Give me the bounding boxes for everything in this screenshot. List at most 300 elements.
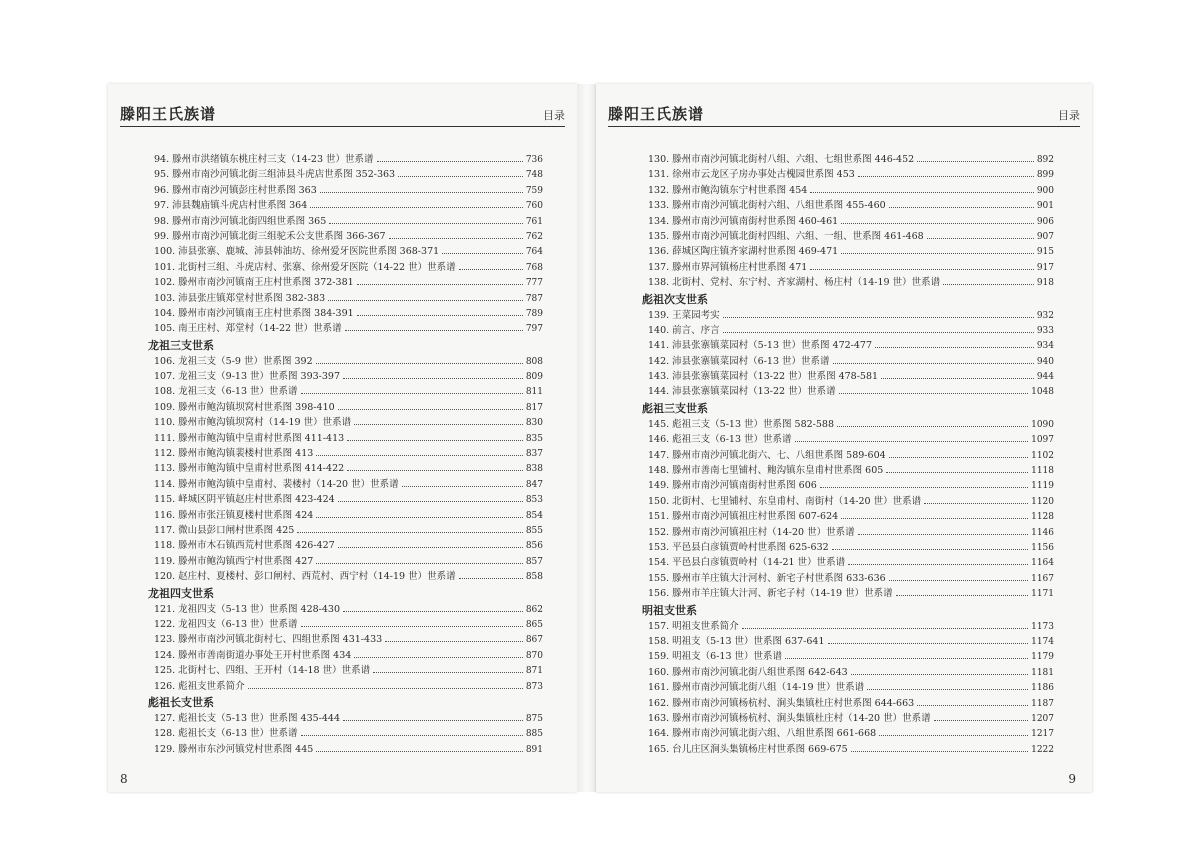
toc-entry[interactable] xyxy=(648,509,1054,524)
dot-leader xyxy=(316,751,523,752)
toc-entry[interactable] xyxy=(648,680,1054,695)
toc-entry-number: 139. xyxy=(648,309,670,321)
toc-entry-title: 赵庄村、夏楼村、彭口闸村、西荒村、西宁村（14-19 世）世系谱 xyxy=(178,571,456,583)
toc-entry[interactable] xyxy=(154,214,543,229)
toc-entry-number: 140. xyxy=(648,324,670,336)
toc-entry-number: 149. xyxy=(648,480,670,492)
section-label: 目录 xyxy=(1058,109,1080,122)
toc-entry-number: 117. xyxy=(154,524,176,536)
toc-entry-page: 899 xyxy=(1036,170,1054,181)
toc-entry-number: 138. xyxy=(648,277,670,289)
toc-entry-number: 94. xyxy=(154,154,170,165)
toc-entry-title: 滕州市南沙河镇北街六组、八组世系图 661-668 xyxy=(672,728,877,740)
toc-entry-page: 760 xyxy=(525,201,543,212)
section-label: 目录 xyxy=(543,109,565,122)
toc-entry[interactable] xyxy=(154,554,543,569)
toc-entry-page: 855 xyxy=(525,525,543,536)
toc-entry-page: 875 xyxy=(525,713,543,724)
toc-entry-title: 彪祖三支（6-13 世）世系谱 xyxy=(672,434,792,446)
toc-entry[interactable] xyxy=(154,663,543,678)
book-title: 滕阳王氏族谱 xyxy=(120,105,217,123)
toc-entry-title: 龙祖四支（5-13 世）世系图 428-430 xyxy=(178,603,341,615)
toc-entry-title: 滕州市南沙河镇北街村七、四组世系图 431-433 xyxy=(178,634,383,646)
toc-entry-title: 沛县魏庙镇斗虎店村世系图 364 xyxy=(172,200,308,212)
toc-entry-page: 1167 xyxy=(1031,573,1054,584)
dot-leader xyxy=(858,176,1034,177)
right-page xyxy=(596,84,1092,792)
dot-leader xyxy=(377,161,523,162)
toc-entry[interactable] xyxy=(648,649,1054,664)
toc-entry[interactable] xyxy=(648,494,1054,509)
toc-entry[interactable] xyxy=(648,711,1054,726)
toc-entry-number: 95. xyxy=(154,169,170,181)
toc-entry-page: 761 xyxy=(525,216,543,227)
toc-entry[interactable] xyxy=(154,617,543,632)
toc-entry[interactable] xyxy=(648,726,1054,741)
page-header xyxy=(120,102,565,127)
toc-entry-title: 峄城区阴平镇赵庄村世系图 423-424 xyxy=(178,494,335,506)
dot-leader xyxy=(833,363,1034,364)
dot-leader xyxy=(841,223,1034,224)
toc-entry-number: 163. xyxy=(648,712,670,724)
toc-entry-page: 789 xyxy=(525,308,543,319)
toc-entry[interactable] xyxy=(154,679,543,694)
toc-entry-number: 107. xyxy=(154,371,176,383)
toc-entry[interactable] xyxy=(648,275,1054,290)
toc-entry-title: 龙祖三支（9-13 世）世系图 393-397 xyxy=(178,371,341,383)
toc-entry[interactable] xyxy=(648,198,1054,213)
toc-entry-number: 150. xyxy=(648,495,670,507)
toc-entry-page: 944 xyxy=(1036,372,1054,383)
toc-entry-title: 滕州市南沙河镇北街三组沛县斗虎店世系图 352-363 xyxy=(172,169,396,181)
toc-entry-page: 748 xyxy=(525,170,543,181)
toc-entry[interactable] xyxy=(154,477,543,492)
toc-entry-page: 1217 xyxy=(1031,729,1054,740)
toc-entry-number: 122. xyxy=(154,618,176,630)
toc-entry[interactable] xyxy=(648,571,1054,586)
toc-entry-number: 132. xyxy=(648,184,670,196)
toc-entry-number: 119. xyxy=(154,555,176,567)
toc-entry[interactable] xyxy=(154,275,543,290)
toc-entry-page: 873 xyxy=(525,681,543,692)
toc-entry[interactable] xyxy=(154,198,543,213)
dot-leader xyxy=(347,470,523,471)
toc-entry[interactable] xyxy=(154,244,543,259)
toc-entry-title: 滕州市界河镇杨庄村世系图 471 xyxy=(672,261,808,273)
toc-entry-number: 118. xyxy=(154,540,176,552)
dot-leader xyxy=(889,580,1028,581)
toc-entry-number: 155. xyxy=(648,572,670,584)
toc-entry[interactable] xyxy=(154,711,543,726)
toc-entry-title: 滕州市南沙河镇祖庄村世系图 607-624 xyxy=(672,511,839,523)
toc-entry[interactable] xyxy=(648,432,1054,447)
toc-entry-number: 106. xyxy=(154,355,176,367)
toc-entry[interactable] xyxy=(154,648,543,663)
toc-section-heading: 龙祖三支世系 xyxy=(148,338,214,352)
dot-leader xyxy=(841,253,1034,254)
dot-leader xyxy=(934,720,1029,721)
dot-leader xyxy=(858,534,1029,535)
dot-leader xyxy=(373,672,523,673)
dot-leader xyxy=(810,192,1034,193)
toc-entry-page: 1090 xyxy=(1031,419,1054,430)
toc-entry-title: 滕州市南沙河镇北街村八组、六组、七组世系图 446-452 xyxy=(672,154,915,165)
toc-entry-title: 滕州市南沙河镇北街三组驼禾公支世系图 366-367 xyxy=(172,230,386,242)
toc-entry-page: 865 xyxy=(525,619,543,630)
toc-entry-number: 108. xyxy=(154,386,176,398)
toc-entry-title: 龙祖四支（6-13 世）世系谱 xyxy=(178,618,298,630)
toc-entry-number: 165. xyxy=(648,743,670,755)
toc-entry[interactable] xyxy=(648,152,1054,167)
toc-entry-page: 768 xyxy=(525,262,543,273)
toc-entry-number: 123. xyxy=(154,634,176,646)
toc-entry[interactable] xyxy=(648,417,1054,432)
table-of-contents xyxy=(148,152,543,757)
dot-leader xyxy=(848,564,1028,565)
toc-entry-number: 99. xyxy=(154,230,170,242)
page-header xyxy=(608,102,1080,127)
page-number: 8 xyxy=(120,772,128,786)
dot-leader xyxy=(889,457,1028,458)
toc-entry-title: 明祖支（5-13 世）世系图 637-641 xyxy=(672,635,825,647)
dot-leader xyxy=(924,503,1028,504)
dot-leader xyxy=(385,641,523,642)
dot-leader xyxy=(248,688,523,689)
toc-entry-number: 162. xyxy=(648,697,670,709)
toc-entry-number: 96. xyxy=(154,184,170,196)
toc-entry[interactable] xyxy=(648,384,1054,399)
dot-leader xyxy=(875,347,1034,348)
dot-leader xyxy=(320,192,523,193)
dot-leader xyxy=(879,735,1028,736)
toc-entry-title: 滕州市羊庄镇大汁河村、新宅子村世系图 633-636 xyxy=(672,572,886,584)
toc-entry-page: 1222 xyxy=(1031,744,1054,755)
dot-leader xyxy=(316,563,523,564)
toc-entry[interactable] xyxy=(154,508,543,523)
toc-entry-number: 126. xyxy=(154,680,176,692)
toc-entry-title: 滕州市洪绪镇东桃庄村三支（14-23 世）世系谱 xyxy=(172,154,374,165)
book-title: 滕阳王氏族谱 xyxy=(608,105,705,123)
toc-entry-number: 161. xyxy=(648,682,670,694)
toc-entry-title: 滕州市善南七里铺村、鲍沟镇东皇甫村世系图 605 xyxy=(672,465,884,477)
dot-leader xyxy=(917,705,1028,706)
toc-entry-page: 854 xyxy=(525,510,543,521)
toc-entry[interactable] xyxy=(648,555,1054,570)
toc-entry-page: 1119 xyxy=(1031,481,1054,492)
toc-entry[interactable] xyxy=(648,354,1054,369)
toc-entry[interactable] xyxy=(154,632,543,647)
book-gutter xyxy=(577,84,596,792)
toc-entry[interactable] xyxy=(648,463,1054,478)
toc-entry-title: 王菜园考实 xyxy=(672,309,720,321)
toc-entry-page: 892 xyxy=(1036,155,1054,165)
toc-entry[interactable] xyxy=(154,306,543,321)
toc-entry[interactable] xyxy=(154,229,543,244)
toc-entry-title: 滕州市南沙河镇北街八组（14-19 世）世系谱 xyxy=(672,682,865,694)
toc-entry-number: 153. xyxy=(648,541,670,553)
toc-entry-page: 917 xyxy=(1036,262,1054,273)
toc-entry-number: 114. xyxy=(154,478,176,490)
dot-leader xyxy=(389,238,523,239)
toc-entry-page: 885 xyxy=(525,729,543,740)
toc-entry-number: 134. xyxy=(648,215,670,227)
toc-entry-title: 沛县张庄镇郑堂村世系图 382-383 xyxy=(178,292,326,304)
toc-entry-page: 1097 xyxy=(1031,435,1054,446)
toc-entry-page: 847 xyxy=(525,479,543,490)
toc-entry-page: 900 xyxy=(1036,185,1054,196)
toc-entry-number: 159. xyxy=(648,651,670,663)
dot-leader xyxy=(338,409,523,410)
toc-entry[interactable] xyxy=(154,538,543,553)
toc-entry-title: 滕州市鲍沟镇东宁村世系图 454 xyxy=(672,184,808,196)
toc-entry-title: 平邑县白彦镇贾岭村（14-21 世）世系谱 xyxy=(672,557,846,569)
toc-entry-title: 薛城区陶庄镇齐家湖村世系图 469-471 xyxy=(672,246,839,258)
dot-leader xyxy=(329,223,523,224)
toc-entry[interactable] xyxy=(648,448,1054,463)
toc-entry-number: 116. xyxy=(154,509,176,521)
dot-leader xyxy=(820,487,1028,488)
toc-entry-title: 滕州市鲍沟镇西宁村世系图 427 xyxy=(178,555,314,567)
toc-entry[interactable] xyxy=(154,602,543,617)
toc-entry[interactable] xyxy=(648,229,1054,244)
toc-entry-number: 98. xyxy=(154,215,170,227)
toc-entry-title: 彪祖支世系简介 xyxy=(178,680,245,692)
toc-entry-page: 871 xyxy=(525,666,543,677)
toc-entry[interactable] xyxy=(648,665,1054,680)
dot-leader xyxy=(301,393,523,394)
dot-leader xyxy=(343,378,523,379)
dot-leader xyxy=(886,472,1028,473)
toc-entry[interactable] xyxy=(154,167,543,182)
toc-entry[interactable] xyxy=(154,354,543,369)
toc-entry[interactable] xyxy=(154,415,543,430)
toc-entry-page: 808 xyxy=(525,356,543,367)
dot-leader xyxy=(810,269,1034,270)
toc-entry-number: 103. xyxy=(154,292,176,304)
toc-entry-number: 135. xyxy=(648,230,670,242)
dot-leader xyxy=(943,284,1034,285)
toc-entry-number: 130. xyxy=(648,154,670,165)
toc-entry-page: 1048 xyxy=(1031,387,1054,398)
toc-entry-number: 144. xyxy=(648,386,670,398)
toc-entry[interactable] xyxy=(648,308,1054,323)
toc-entry-page: 817 xyxy=(525,402,543,413)
toc-entry-title: 平邑县白彦镇贾岭村世系图 625-632 xyxy=(672,541,829,553)
toc-entry[interactable] xyxy=(154,569,543,584)
toc-entry-title: 滕州市南沙河镇祖庄村（14-20 世）世系谱 xyxy=(672,526,855,538)
dot-leader xyxy=(881,378,1034,379)
toc-entry-title: 滕州市鲍沟镇中皇甫村世系图 411-413 xyxy=(178,432,345,444)
toc-entry-page: 759 xyxy=(525,185,543,196)
toc-entry-title: 明祖支（6-13 世）世系谱 xyxy=(672,651,783,663)
toc-entry[interactable] xyxy=(154,369,543,384)
toc-entry-title: 滕州市南沙河镇南街村世系图 606 xyxy=(672,480,817,492)
toc-entry[interactable] xyxy=(648,696,1054,711)
toc-entry-title: 龙祖三支（6-13 世）世系谱 xyxy=(178,386,298,398)
toc-entry[interactable] xyxy=(154,183,543,198)
dot-leader xyxy=(832,549,1028,550)
toc-entry-page: 830 xyxy=(525,418,543,429)
toc-entry-title: 滕州市羊庄镇大汁河、新宅子村（14-19 世）世系谱 xyxy=(672,588,893,600)
toc-entry-page: 918 xyxy=(1036,278,1054,289)
toc-section-heading: 彪祖长支世系 xyxy=(148,695,214,709)
toc-entry-page: 736 xyxy=(525,155,543,165)
toc-section-heading: 明祖支世系 xyxy=(642,603,697,617)
toc-entry-number: 120. xyxy=(154,571,176,583)
dot-leader xyxy=(347,440,523,441)
toc-entry[interactable] xyxy=(648,634,1054,649)
toc-entry-title: 沛县张寨镇菜园村（5-13 世）世系图 472-477 xyxy=(672,340,873,352)
toc-entry-page: 940 xyxy=(1036,356,1054,367)
toc-entry-page: 932 xyxy=(1036,310,1054,321)
toc-entry-title: 彪祖长支（5-13 世）世系图 435-444 xyxy=(178,712,341,724)
toc-entry-number: 148. xyxy=(648,465,670,477)
toc-entry-title: 滕州市南沙河镇北街村四组、六组、一组、世系图 461-468 xyxy=(672,230,924,242)
toc-section-heading: 彪祖三支世系 xyxy=(642,401,708,415)
toc-entry[interactable] xyxy=(648,260,1054,275)
toc-entry[interactable] xyxy=(154,461,543,476)
dot-leader xyxy=(442,253,523,254)
toc-entry-page: 1120 xyxy=(1031,496,1054,507)
toc-entry[interactable] xyxy=(154,321,543,336)
toc-entry[interactable] xyxy=(648,540,1054,555)
toc-entry[interactable] xyxy=(648,369,1054,384)
dot-leader xyxy=(338,547,523,548)
toc-entry-title: 南王庄村、郑堂村（14-22 世）世系谱 xyxy=(178,323,342,335)
toc-entry-page: 762 xyxy=(525,231,543,242)
toc-entry[interactable] xyxy=(648,167,1054,182)
toc-entry-number: 145. xyxy=(648,418,670,430)
dot-leader xyxy=(297,532,523,533)
toc-entry[interactable] xyxy=(154,400,543,415)
toc-entry-number: 156. xyxy=(648,588,670,600)
toc-entry-number: 142. xyxy=(648,355,670,367)
toc-entry-title: 明祖支世系简介 xyxy=(672,620,739,632)
toc-entry[interactable] xyxy=(154,492,543,507)
toc-entry-title: 沛县张寨镇菜园村（13-22 世）世系谱 xyxy=(672,386,836,398)
toc-entry-title: 滕州市南沙河镇南王庄村世系图 372-381 xyxy=(178,277,354,289)
toc-entry-page: 1164 xyxy=(1031,558,1054,569)
toc-entry[interactable] xyxy=(648,619,1054,634)
toc-entry[interactable] xyxy=(648,586,1054,601)
dot-leader xyxy=(723,332,1034,333)
toc-entry-number: 133. xyxy=(648,200,670,212)
left-page xyxy=(108,84,577,792)
dot-leader xyxy=(345,330,523,331)
toc-entry-title: 滕州市东沙河镇党村世系图 445 xyxy=(178,743,314,755)
toc-entry[interactable] xyxy=(648,525,1054,540)
toc-entry-page: 1207 xyxy=(1031,713,1054,724)
toc-entry-page: 1174 xyxy=(1031,636,1054,647)
toc-entry-page: 1171 xyxy=(1031,589,1054,600)
toc-entry[interactable] xyxy=(648,742,1054,757)
toc-entry-number: 128. xyxy=(154,728,176,740)
toc-entry-page: 933 xyxy=(1036,325,1054,336)
toc-entry-number: 152. xyxy=(648,526,670,538)
dot-leader xyxy=(316,455,523,456)
toc-entry-page: 867 xyxy=(525,635,543,646)
toc-entry-number: 131. xyxy=(648,169,670,181)
toc-entry[interactable] xyxy=(648,338,1054,353)
toc-entry[interactable] xyxy=(154,726,543,741)
page-number: 9 xyxy=(1068,772,1076,786)
toc-entry-title: 滕州市鲍沟镇中皇甫村、裴楼村（14-20 世）世系谱 xyxy=(178,478,399,490)
dot-leader xyxy=(785,658,1028,659)
dot-leader xyxy=(310,207,523,208)
toc-entry-number: 121. xyxy=(154,603,176,615)
toc-entry-title: 北街村七、四组、王开村（14-18 世）世系谱 xyxy=(178,665,371,677)
toc-entry-number: 105. xyxy=(154,323,176,335)
dot-leader xyxy=(301,626,523,627)
toc-entry-number: 164. xyxy=(648,728,670,740)
toc-entry-page: 809 xyxy=(525,372,543,383)
dot-leader xyxy=(896,595,1029,596)
toc-entry[interactable] xyxy=(648,214,1054,229)
toc-entry-title: 沛县张寨镇菜园村（13-22 世）世系图 478-581 xyxy=(672,371,879,383)
toc-entry[interactable] xyxy=(648,244,1054,259)
toc-entry[interactable] xyxy=(154,742,543,757)
toc-entry-title: 滕州市南沙河镇北街六、七、八组世系图 589-604 xyxy=(672,449,886,461)
toc-entry[interactable] xyxy=(154,431,543,446)
toc-entry-number: 141. xyxy=(648,340,670,352)
toc-entry-title: 滕州市鲍沟镇坝窝村世系图 398-410 xyxy=(178,401,335,413)
toc-entry-title: 滕州市善南街道办事处王开村世系图 434 xyxy=(178,649,352,661)
dot-leader xyxy=(459,269,523,270)
toc-entry-title: 徐州市云龙区子房办事处古槐园世系图 453 xyxy=(672,169,855,181)
toc-entry[interactable] xyxy=(648,183,1054,198)
toc-entry-title: 滕州市南沙河镇杨杭村、涧头集镇杜庄村（14-20 世）世系谱 xyxy=(672,712,931,724)
toc-entry[interactable] xyxy=(648,323,1054,338)
toc-entry-number: 112. xyxy=(154,448,176,460)
dot-leader xyxy=(301,735,523,736)
toc-entry-title: 前言、序言 xyxy=(672,324,720,336)
dot-leader xyxy=(867,689,1028,690)
toc-entry-page: 858 xyxy=(525,572,543,583)
toc-entry-title: 台儿庄区涧头集镇杨庄村世系图 669-675 xyxy=(672,743,848,755)
toc-entry-page: 1181 xyxy=(1031,667,1054,678)
toc-entry-number: 113. xyxy=(154,463,176,475)
toc-entry[interactable] xyxy=(648,478,1054,493)
toc-entry[interactable] xyxy=(154,291,543,306)
dot-leader xyxy=(343,611,523,612)
toc-entry-number: 137. xyxy=(648,261,670,273)
toc-entry-title: 彪祖三支（5-13 世）世系图 582-588 xyxy=(672,418,835,430)
toc-entry-page: 915 xyxy=(1036,247,1054,258)
toc-entry-number: 97. xyxy=(154,200,170,212)
toc-entry-number: 129. xyxy=(154,743,176,755)
toc-entry[interactable] xyxy=(154,384,543,399)
toc-entry-page: 1128 xyxy=(1031,512,1054,523)
dot-leader xyxy=(354,657,523,658)
toc-entry[interactable] xyxy=(154,260,543,275)
toc-entry-number: 157. xyxy=(648,620,670,632)
toc-entry-number: 160. xyxy=(648,666,670,678)
toc-entry-number: 154. xyxy=(648,557,670,569)
toc-entry[interactable] xyxy=(154,523,543,538)
toc-entry-page: 838 xyxy=(525,464,543,475)
toc-entry-page: 797 xyxy=(525,324,543,335)
dot-leader xyxy=(316,363,523,364)
toc-entry-page: 1156 xyxy=(1031,542,1054,553)
toc-entry-title: 北街村三组、斗虎店村、张寨、徐州爱牙医院（14-22 世）世系谱 xyxy=(178,261,456,273)
dot-leader xyxy=(851,674,1028,675)
toc-entry[interactable] xyxy=(154,446,543,461)
toc-entry-page: 811 xyxy=(525,387,543,398)
toc-entry[interactable] xyxy=(154,152,543,167)
toc-section-heading: 龙祖四支世系 xyxy=(148,586,214,600)
toc-entry-title: 沛县张寨镇菜园村（6-13 世）世系谱 xyxy=(672,355,830,367)
toc-entry-page: 1179 xyxy=(1031,652,1054,663)
